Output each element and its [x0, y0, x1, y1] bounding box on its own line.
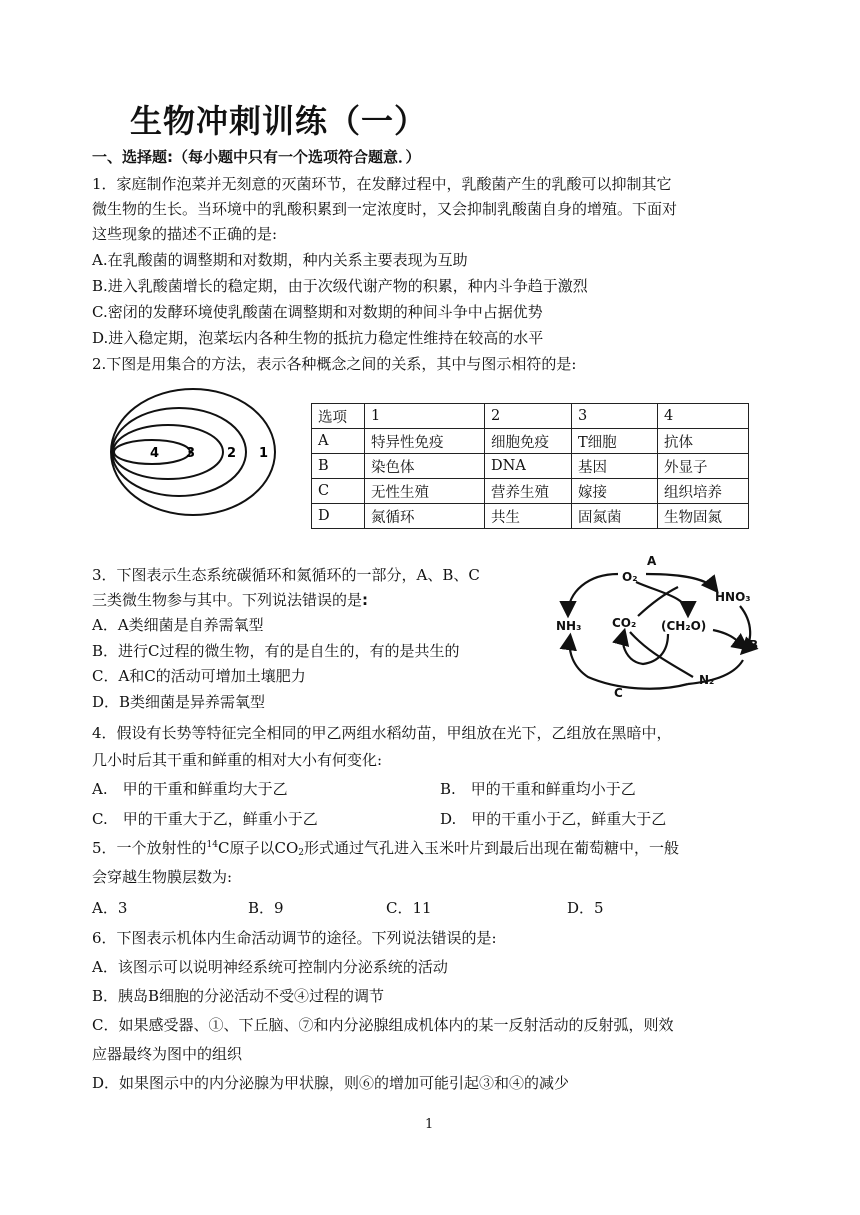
q5-superscript: 14	[206, 840, 218, 850]
q1-option-c: C.密闭的发酵环境使乳酸菌在调整期和对数期的种间斗争中占据优势	[92, 303, 543, 321]
table-header-cell: 4	[658, 404, 749, 429]
q1-stem-line3: 这些现象的描述不正确的是:	[92, 225, 278, 243]
q3-stem-colon: :	[362, 591, 369, 609]
q6-option-d: D．如果图示中的内分泌腺为甲状腺，则⑥的增加可能引起③和④的减少	[92, 1074, 570, 1092]
table-header-row	[312, 404, 749, 429]
q1-stem-line1: 1．家庭制作泡菜并无刻意的灭菌环节，在发酵过程中，乳酸菌产生的乳酸可以抑制其它	[92, 175, 672, 193]
q4-option-c: C. 甲的干重大于乙，鲜重小于乙	[92, 810, 318, 828]
q4-option-a: A. 甲的干重和鲜重均大于乙	[92, 780, 288, 798]
q5-stem-text: C原子以CO	[218, 839, 299, 857]
q5-stem-text: 形式通过气孔进入玉米叶片到最后出现在葡萄糖中，一般	[304, 839, 680, 857]
table-cell: T细胞	[572, 429, 658, 454]
q3-option-b: B．进行C过程的微生物，有的是自生的，有的是共生的	[92, 642, 460, 660]
q3-option-d: D．B类细菌是异养需氧型	[92, 693, 266, 711]
q4-stem-line1: 4．假设有长势等特征完全相同的甲乙两组水稻幼苗，甲组放在光下，乙组放在黑暗中，	[92, 724, 672, 742]
table-cell: 组织培养	[658, 479, 749, 504]
table-cell: B	[312, 454, 365, 479]
q2-stem: 2.下图是用集合的方法，表示各种概念之间的关系，其中与图示相符的是:	[92, 355, 577, 373]
table-cell: 基因	[572, 454, 658, 479]
table-row	[312, 429, 749, 454]
label-n2: N₂	[699, 673, 715, 687]
q5-option-d: D．5	[567, 899, 604, 917]
label-c: C	[614, 686, 623, 700]
carbon-nitrogen-cycle-diagram	[548, 552, 773, 702]
table-cell: D	[312, 504, 365, 529]
q3-stem-line2	[92, 589, 368, 611]
table-cell: 嫁接	[572, 479, 658, 504]
table-cell: DNA	[485, 454, 572, 479]
table-cell: 特异性免疫	[365, 429, 485, 454]
label-ch2o: (CH₂O)	[661, 619, 707, 633]
table-header-cell: 2	[485, 404, 572, 429]
q2-options-table	[311, 403, 749, 529]
q3-option-c: C．A和C的活动可增加土壤肥力	[92, 667, 306, 685]
q5-option-b: B．9	[248, 899, 284, 917]
table-cell: 氮循环	[365, 504, 485, 529]
q1-stem-line2: 微生物的生长。当环境中的乳酸积累到一定浓度时，又会抑制乳酸菌自身的增殖。下面对	[92, 200, 678, 218]
label-b: B	[749, 638, 759, 652]
table-cell: A	[312, 429, 365, 454]
label-o2: O₂	[622, 570, 638, 584]
label-a: A	[647, 554, 657, 568]
table-header-cell: 1	[365, 404, 485, 429]
table-header-cell: 3	[572, 404, 658, 429]
section-heading: 一、选择题:（每小题中只有一个选项符合题意．）	[92, 148, 421, 166]
set-label-1: 1	[259, 446, 269, 461]
q6-option-c-line2: 应器最终为图中的组织	[92, 1045, 243, 1063]
q5-subscript: 2	[298, 848, 304, 858]
q6-option-c-line1: C．如果感受器、①、下丘脑、⑦和内分泌腺组成机体内的某一反射活动的反射弧，则效	[92, 1016, 674, 1034]
table-cell: C	[312, 479, 365, 504]
table-row	[312, 479, 749, 504]
q5-stem-line1	[92, 837, 679, 859]
q4-option-d: D. 甲的干重小于乙，鲜重大于乙	[440, 810, 667, 828]
table-cell: 共生	[485, 504, 572, 529]
q5-stem-text: 5．一个放射性的	[92, 839, 207, 857]
table-header-cell: 选项	[312, 404, 365, 429]
table-row	[312, 504, 749, 529]
q4-option-b: B. 甲的干重和鲜重均小于乙	[440, 780, 636, 798]
q1-option-d: D.进入稳定期，泡菜坛内各种生物的抵抗力稳定性维持在较高的水平	[92, 329, 544, 347]
q6-option-a: A．该图示可以说明神经系统可控制内分泌系统的活动	[92, 958, 448, 976]
label-co2: CO₂	[612, 616, 637, 630]
table-cell: 固氮菌	[572, 504, 658, 529]
set-label-4: 4	[150, 446, 160, 461]
table-cell: 染色体	[365, 454, 485, 479]
nested-set-diagram	[108, 384, 288, 520]
table-cell: 生物固氮	[658, 504, 749, 529]
table-cell: 抗体	[658, 429, 749, 454]
q3-stem-line1: 3．下图表示生态系统碳循环和氮循环的一部分，A、B、C	[92, 566, 480, 584]
table-row	[312, 454, 749, 479]
table-cell: 外显子	[658, 454, 749, 479]
page-title: 生物冲刺训练（一）	[130, 102, 428, 140]
q3-stem-text: 三类微生物参与其中。下列说法错误的是	[92, 591, 363, 609]
table-cell: 营养生殖	[485, 479, 572, 504]
table-cell: 细胞免疫	[485, 429, 572, 454]
q6-stem: 6．下图表示机体内生命活动调节的途径。下列说法错误的是:	[92, 929, 497, 947]
q5-option-a: A．3	[92, 899, 128, 917]
q3-option-a: A．A类细菌是自养需氧型	[92, 616, 264, 634]
set-label-2: 2	[227, 446, 237, 461]
table-cell: 无性生殖	[365, 479, 485, 504]
label-hno3: HNO₃	[715, 590, 751, 604]
q5-stem-line2: 会穿越生物膜层数为:	[92, 868, 233, 886]
q1-option-b: B.进入乳酸菌增长的稳定期，由于次级代谢产物的积累，种内斗争趋于激烈	[92, 277, 588, 295]
label-nh3: NH₃	[556, 619, 582, 633]
q6-option-b: B．胰岛B细胞的分泌活动不受④过程的调节	[92, 987, 385, 1005]
q4-stem-line2: 几小时后其干重和鲜重的相对大小有何变化:	[92, 751, 383, 769]
q1-option-a: A.在乳酸菌的调整期和对数期，种内关系主要表现为互助	[92, 251, 468, 269]
q5-option-c: C．11	[386, 899, 432, 917]
page-number: 1	[425, 1117, 434, 1132]
set-label-3: 3	[186, 446, 196, 461]
